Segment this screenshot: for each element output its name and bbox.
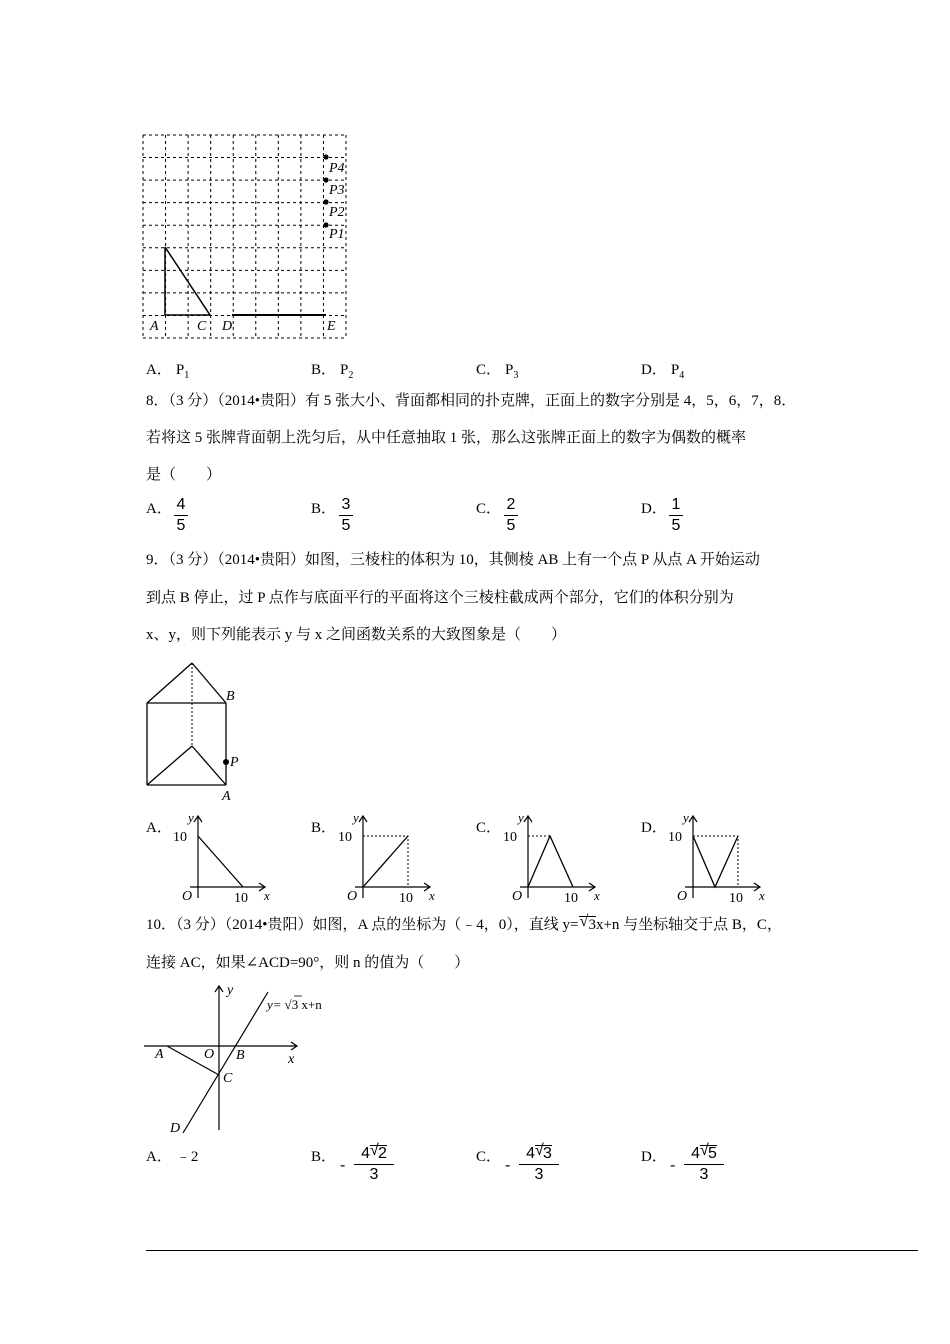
- q8-option-b-letter[interactable]: B．: [311, 501, 337, 517]
- q9-label-a: A: [222, 789, 231, 804]
- q9-option-d-letter[interactable]: D．: [641, 820, 667, 836]
- q9-graph-y-label: y: [353, 810, 359, 825]
- q9-option-c-letter[interactable]: C．: [476, 820, 502, 836]
- q9-graph-origin-label: O: [347, 889, 358, 904]
- q10-option-b-letter[interactable]: B．: [311, 1149, 337, 1165]
- q7-option-b[interactable]: B． $P_2$: [311, 362, 354, 381]
- q9-graph-y-label: y: [518, 810, 524, 825]
- q8-option-c-letter[interactable]: C．: [476, 501, 502, 517]
- q7-label-e: E: [327, 319, 336, 334]
- q7-point-p4: [323, 154, 328, 159]
- q8-question-line3: 是（ ）: [146, 467, 222, 483]
- q8-question-line1: 8．（3 分）（2014•贵阳）有 5 张大小、背面都相同的扑克牌，正面上的数字分别是 4，5，6，7，8．: [146, 393, 797, 409]
- q9-graph-x-label: x: [594, 888, 600, 903]
- q9-question-line2: 到点 B 停止，过 P 点作与底面平行的平面将这个三棱柱截成两个部分，它们的体积分别为: [146, 590, 734, 606]
- q10-question-line2: 连接 AC，如果∠ACD=90°，则 n 的值为（ ）: [146, 955, 470, 971]
- q8-option-b-fraction[interactable]: 3 5: [339, 496, 353, 535]
- q9-graph-ten-x: 10: [729, 891, 743, 906]
- q7-grid-figure: [140, 130, 355, 340]
- footer-rule: [146, 1250, 918, 1251]
- q8-option-c-fraction[interactable]: 2 5: [504, 496, 518, 535]
- q10-label-a: A: [155, 1047, 164, 1062]
- q9-graph-y-label: y: [683, 810, 689, 825]
- q9-label-b: B: [226, 689, 235, 704]
- q10-question-line1: 10．（3 分）（2014•贵阳）如图，A 点的坐标为（﹣4，0），直线 y= √ 3x+n 与坐标轴交于点 B，C，: [146, 913, 782, 933]
- q9-graph-ten-y: 10: [503, 830, 517, 845]
- q9-graph-ten-x: 10: [234, 891, 248, 906]
- q7-label-p1: P1: [329, 227, 345, 242]
- q10-option-d-letter[interactable]: D．: [641, 1149, 667, 1165]
- q7-label-a: A: [150, 319, 159, 334]
- q9-graph-origin-label: O: [512, 889, 523, 904]
- q8-option-d-fraction[interactable]: 1 5: [669, 496, 683, 535]
- q8-question-line2: 若将这 5 张牌背面朝上洗匀后，从中任意抽取 1 张，那么这张牌正面上的数字为偶数的概率: [146, 430, 747, 446]
- q10-coordinate-figure: [140, 980, 355, 1140]
- q8-option-d-letter[interactable]: D．: [641, 501, 667, 517]
- q7-point-p3: [323, 177, 328, 182]
- q10-option-a[interactable]: A． ﹣2: [146, 1149, 199, 1165]
- q9-graph-ten-y: 10: [173, 830, 187, 845]
- q9-question-line1: 9．（3 分）（2014•贵阳）如图，三棱柱的体积为 10，其侧棱 AB 上有一个点 P 从点 A 开始运动: [146, 552, 760, 568]
- q10-sqrt: √ 3: [579, 913, 596, 933]
- q9-graph-ten-x: 10: [399, 891, 413, 906]
- q9-graph-y-label: y: [188, 810, 194, 825]
- q7-label-d: D: [222, 319, 233, 334]
- q10-label-x: x: [288, 1052, 295, 1067]
- q9-graph-ten-y: 10: [668, 830, 682, 845]
- q7-label-c: C: [197, 319, 207, 334]
- q9-label-p: P: [230, 755, 239, 770]
- q7-point-p2: [323, 199, 328, 204]
- q7-label-p3: P3: [329, 183, 345, 198]
- q7-triangle: [165, 247, 210, 315]
- q9-graph-x-label: x: [759, 888, 765, 903]
- q7-label-p2: P2: [329, 205, 345, 220]
- q7-option-d[interactable]: D． $P_4$: [641, 362, 685, 381]
- q10-line-equation: y= √3 x+n: [267, 997, 322, 1012]
- q9-prism-figure: [140, 658, 250, 806]
- q9-graph-x-label: x: [429, 888, 435, 903]
- q7-point-p1: [323, 222, 328, 227]
- q9-graph-ten-y: 10: [338, 830, 352, 845]
- q9-point-p: [223, 759, 229, 765]
- q10-option-c-letter[interactable]: C．: [476, 1149, 502, 1165]
- q10-label-b: B: [236, 1048, 245, 1063]
- q10-label-y: y: [227, 983, 234, 998]
- q8-option-a-fraction[interactable]: 4 5: [174, 496, 188, 535]
- q9-option-a-letter[interactable]: A．: [146, 820, 172, 836]
- q9-question-line3: x、y，则下列能表示 y 与 x 之间函数关系的大致图象是（ ）: [146, 627, 567, 643]
- q10-label-c: C: [223, 1071, 233, 1086]
- q7-label-p4: P4: [329, 161, 345, 176]
- q7-option-c[interactable]: C． $P_3$: [476, 362, 519, 381]
- q9-graph-origin-label: O: [677, 889, 688, 904]
- q9-graph-origin-label: O: [182, 889, 193, 904]
- q9-graph-x-label: x: [264, 888, 270, 903]
- q10-label-o: O: [204, 1047, 215, 1062]
- q7-option-a[interactable]: A． $P_1$: [146, 362, 190, 381]
- q8-option-a-letter[interactable]: A．: [146, 501, 172, 517]
- q9-graph-ten-x: 10: [564, 891, 578, 906]
- q9-option-d-graph[interactable]: [663, 810, 773, 906]
- q9-option-b-graph[interactable]: [333, 810, 443, 906]
- q9-option-a-graph[interactable]: [168, 810, 278, 906]
- q9-option-b-letter[interactable]: B．: [311, 820, 337, 836]
- q10-label-d: D: [170, 1121, 181, 1136]
- q9-option-c-graph[interactable]: [498, 810, 608, 906]
